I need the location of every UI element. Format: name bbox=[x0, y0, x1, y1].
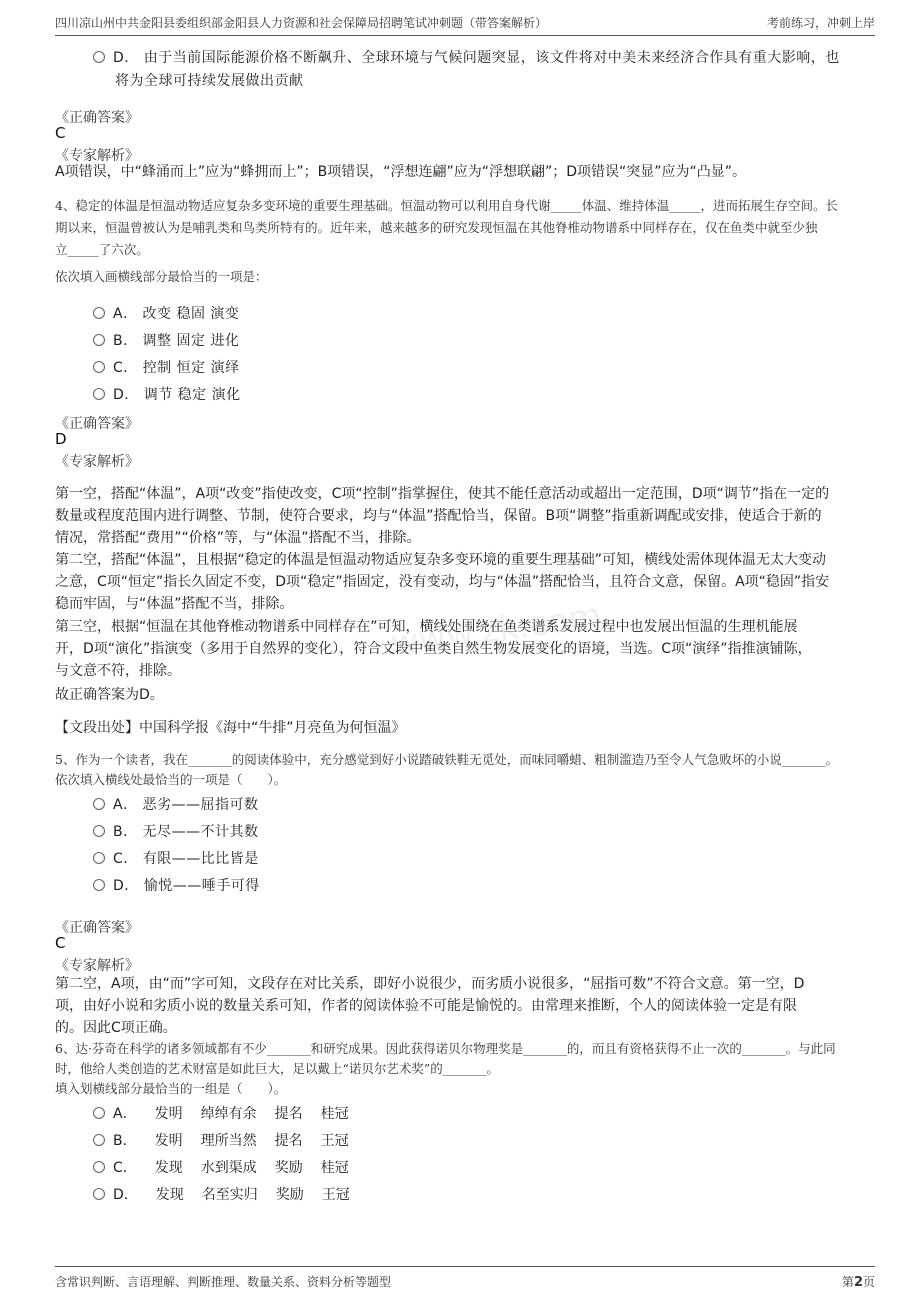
page-header bbox=[55, 12, 875, 36]
answer-value: D bbox=[55, 430, 67, 448]
radio-icon[interactable] bbox=[93, 1188, 105, 1200]
q5-option-c[interactable]: C． 有限——比比皆是 bbox=[93, 848, 259, 868]
answer-value: C bbox=[55, 934, 66, 952]
radio-icon[interactable] bbox=[93, 825, 105, 837]
q5-option-b[interactable]: B． 无尽——不计其数 bbox=[93, 821, 259, 841]
question-6-stem: 6、达·芬奇在科学的诸多领域都有不少_______和研究成果。因此获得诺贝尔物理奖是_______的，而且有资格获得不止一次的_______。与此同 时，他给人类创造的艺术财富是如此巨大，足以戴上“诺贝尔艺术奖”的_______。 填入划横线部分最恰当的一组是（ ）。 bbox=[55, 1041, 836, 1096]
q3-option-d[interactable]: D． 由于当前国际能源价格不断飙升、全球环境与气候问题突显，该文件将对中美未来经济合作具有重大影响，也 bbox=[93, 47, 840, 67]
analysis-paragraph-3: 第三空，根据“恒温在其他脊椎动物谱系中同样存在”可知，横线处围绕在鱼类谱系发展过程中也发展出恒温的生理机能展 开，D项“演化”指演变（多用于自然界的变化），符合文段中鱼类自然生物发展变化的语境，当选。C项“演绎”指推演铺陈， 与文意不符，排除。 bbox=[55, 619, 812, 679]
answer-label: 《正确答案》 bbox=[55, 920, 139, 936]
page-number: 第2页 bbox=[841, 1275, 875, 1290]
q6-option-a[interactable]: A． 发明 绰绰有余 提名 桂冠 bbox=[93, 1103, 349, 1123]
radio-icon[interactable] bbox=[93, 361, 105, 373]
question-4-instruction: 依次填入画横线部分最恰当的一项是： bbox=[55, 269, 268, 284]
analysis-paragraph-2: 第二空，搭配“体温”，且根据“稳定的体温是恒温动物适应复杂多变环境的重要生理基础”可知，横线处需体现体温无太大变动 之意，C项“恒定”指长久固定不变，D项“稳定”指固定，没有变动，均与“体温”搭配恰当，且符合文意，保留。A项“稳固”指安 稳而牢固，与“体温”搭配不当，排除。 bbox=[55, 552, 830, 612]
radio-icon[interactable] bbox=[93, 1134, 105, 1146]
q6-option-b[interactable]: B． 发明 理所当然 提名 王冠 bbox=[93, 1130, 349, 1150]
analysis-label: 《专家解析》 bbox=[55, 958, 139, 974]
analysis-text: 第二空，A项，由“而”字可知，文段存在对比关系，即好小说很少，而劣质小说很多，“屈指可数”不符合文意。第一空，D 项，由好小说和劣质小说的数量关系可知，作者的阅读体验不可能是愉悦的。由常理来推断，个人的阅读体验一定是有限 的。因此C项正确。 bbox=[55, 976, 805, 1036]
q5-option-a[interactable]: A． 恶劣——屈指可数 bbox=[93, 794, 259, 814]
radio-icon[interactable] bbox=[93, 1107, 105, 1119]
radio-icon[interactable] bbox=[93, 388, 105, 400]
question-4-stem: 4、稳定的体温是恒温动物适应复杂多变环境的重要生理基础。恒温动物可以利用自身代谢_____体温、维持体温_____，进而拓展生存空间。长 期以来，恒温曾被认为是哺乳类和鸟类所特有的。近年来，越来越多的研究发现恒温在其他脊椎动物谱系中同样存在，仅在鱼类中就至少独 立_____了六次。 bbox=[55, 198, 838, 257]
analysis-paragraph-1: 第一空，搭配“体温”，A项“改变”指使改变，C项“控制”指掌握住，使其不能任意活动或超出一定范围，D项“调节”指在一定的 数量或程度范围内进行调整、节制，使符合要求，均与“体温”搭配恰当，保留。B项“调整”指重新调配或安排，使适合于新的 情况，常搭配“费用”“价格”等，与“体温”搭配不当，排除。 bbox=[55, 486, 830, 546]
header-slogan: 考前练习，冲刺上岸 bbox=[766, 16, 875, 30]
q5-option-d[interactable]: D． 愉悦——唾手可得 bbox=[93, 875, 260, 895]
radio-icon[interactable] bbox=[93, 1161, 105, 1173]
answer-value: C bbox=[55, 124, 66, 142]
answer-label: 《正确答案》 bbox=[55, 110, 139, 126]
question-5-stem: 5、作为一个读者，我在_______的阅读体验中，充分感觉到好小说踏破铁鞋无觅处，而味同嚼蜡、粗制滥造乃至令人气急败坏的小说_______。 依次填入横线处最恰当的一项是（ ）。 bbox=[55, 752, 838, 787]
q3-option-d-cont: 将为全球可持续发展做出贡献 bbox=[115, 73, 304, 89]
analysis-conclusion: 故正确答案为D。 bbox=[55, 687, 164, 703]
radio-icon[interactable] bbox=[93, 798, 105, 810]
radio-icon[interactable] bbox=[93, 334, 105, 346]
q6-option-c[interactable]: C． 发现 水到渠成 奖励 桂冠 bbox=[93, 1157, 349, 1177]
q4-option-a[interactable]: A． 改变 稳固 演变 bbox=[93, 303, 239, 323]
radio-icon[interactable] bbox=[93, 51, 105, 63]
radio-icon[interactable] bbox=[93, 852, 105, 864]
page-footer bbox=[55, 1266, 875, 1294]
analysis-text: A项错误，中“蜂涌而上”应为“蜂拥而上”；B项错误，“浮想连翩”应为“浮想联翩”；D项错误“突显”应为“凸显”。 bbox=[55, 164, 746, 180]
radio-icon[interactable] bbox=[93, 307, 105, 319]
q4-option-c[interactable]: C． 控制 恒定 演绎 bbox=[93, 357, 240, 377]
radio-icon[interactable] bbox=[93, 879, 105, 891]
text-source: 【文段出处】中国科学报《海中“牛排”月亮鱼为何恒温》 bbox=[55, 720, 406, 736]
document-title: 四川凉山州中共金阳县委组织部金阳县人力资源和社会保障局招聘笔试冲刺题（带答案解析） bbox=[55, 16, 548, 30]
watermark: www.zk.com bbox=[388, 595, 604, 665]
q4-option-b[interactable]: B． 调整 固定 进化 bbox=[93, 330, 239, 350]
answer-label: 《正确答案》 bbox=[55, 416, 139, 432]
q4-option-d[interactable]: D． 调节 稳定 演化 bbox=[93, 384, 241, 404]
footer-note: 含常识判断、言语理解、判断推理、数量关系、资料分析等题型 bbox=[55, 1275, 392, 1289]
analysis-label: 《专家解析》 bbox=[55, 148, 139, 164]
analysis-label: 《专家解析》 bbox=[55, 454, 139, 470]
q6-option-d[interactable]: D． 发现 名至实归 奖励 王冠 bbox=[93, 1184, 350, 1204]
